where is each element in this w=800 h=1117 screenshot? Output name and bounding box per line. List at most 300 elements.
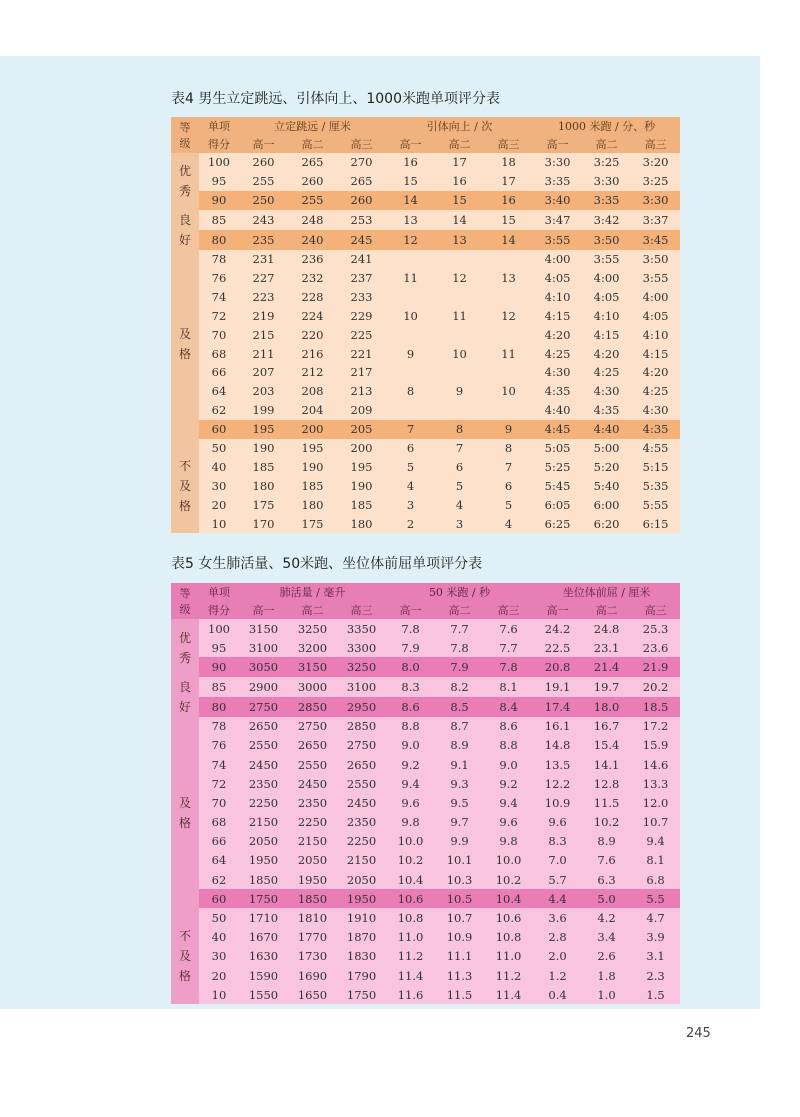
value-cell: 2350: [288, 793, 337, 812]
table-row: [171, 325, 680, 344]
value-cell: 1950: [288, 870, 337, 889]
value-cell: 4.2: [582, 908, 631, 927]
score-cell: 80: [199, 230, 239, 250]
value-cell: 6: [484, 476, 533, 495]
value-cell: 4:25: [631, 382, 680, 401]
table-row: [171, 697, 680, 717]
value-cell: 2150: [337, 851, 386, 870]
score-cell: 50: [199, 908, 239, 927]
value-cell: 1950: [239, 851, 288, 870]
score-cell: 60: [199, 420, 239, 439]
value-cell: 245: [337, 230, 386, 250]
sub-header: 高三: [631, 135, 680, 153]
value-cell: 3:30: [631, 191, 680, 210]
value-cell: 14.1: [582, 755, 631, 774]
value-cell: 227: [239, 269, 288, 288]
value-cell: 265: [288, 153, 337, 172]
score-cell: 76: [199, 269, 239, 288]
table-row: [171, 153, 680, 172]
score-cell: 74: [199, 287, 239, 306]
value-cell: 10.7: [435, 908, 484, 927]
value-cell: 4:15: [533, 306, 582, 325]
value-cell: 2450: [239, 755, 288, 774]
value-cell: 4: [386, 476, 435, 495]
value-cell: 17: [435, 153, 484, 172]
value-cell: 7.0: [533, 851, 582, 870]
value-cell: 2350: [239, 774, 288, 793]
value-cell: 11.5: [435, 985, 484, 1004]
sub-header: 高三: [337, 135, 386, 153]
value-cell: 3350: [337, 619, 386, 638]
value-cell: 9: [435, 382, 484, 401]
table-row: [171, 306, 680, 325]
value-cell: 2250: [288, 813, 337, 832]
table5-girls-scoring: [171, 583, 680, 1004]
value-cell: 4:00: [631, 287, 680, 306]
value-cell: [386, 287, 435, 306]
value-cell: 2.8: [533, 928, 582, 947]
value-cell: 216: [288, 344, 337, 363]
value-cell: 253: [337, 210, 386, 230]
value-cell: 4:05: [582, 287, 631, 306]
value-cell: 200: [337, 439, 386, 458]
value-cell: 3:55: [582, 250, 631, 269]
value-cell: 1550: [239, 985, 288, 1004]
value-cell: 233: [337, 287, 386, 306]
score-cell: 40: [199, 928, 239, 947]
value-cell: 11.1: [435, 947, 484, 966]
value-cell: 3.4: [582, 928, 631, 947]
score-header-line1: 单项: [199, 583, 239, 601]
value-cell: 10.9: [533, 793, 582, 812]
table5-caption: 表5 女生肺活量、50米跑、坐位体前屈单项评分表: [171, 556, 483, 572]
value-cell: 8.5: [435, 697, 484, 717]
value-cell: 8.0: [386, 657, 435, 676]
value-cell: 22.5: [533, 638, 582, 657]
sub-header: 高一: [533, 601, 582, 619]
value-cell: 9.0: [386, 736, 435, 755]
value-cell: 1.8: [582, 966, 631, 985]
value-cell: 1.0: [582, 985, 631, 1004]
value-cell: 11.6: [386, 985, 435, 1004]
table-row: [171, 191, 680, 210]
value-cell: 8.1: [631, 851, 680, 870]
value-cell: 2050: [337, 870, 386, 889]
value-cell: 3100: [337, 677, 386, 697]
value-cell: 15: [386, 172, 435, 191]
value-cell: 3150: [288, 657, 337, 676]
value-cell: 220: [288, 325, 337, 344]
value-cell: 9.4: [484, 793, 533, 812]
score-cell: 100: [199, 153, 239, 172]
table4-caption: 表4 男生立定跳远、引体向上、1000米跑单项评分表: [171, 91, 500, 107]
value-cell: 3250: [337, 657, 386, 676]
grade-cell: 优 秀: [171, 619, 199, 677]
value-cell: 4:20: [582, 344, 631, 363]
score-cell: 100: [199, 619, 239, 638]
score-cell: 30: [199, 947, 239, 966]
score-header-line2: 得分: [199, 601, 239, 619]
value-cell: 7.8: [435, 638, 484, 657]
score-cell: 95: [199, 172, 239, 191]
score-cell: 66: [199, 832, 239, 851]
value-cell: 4:55: [631, 439, 680, 458]
score-cell: 68: [199, 813, 239, 832]
table-row: [171, 250, 680, 269]
score-cell: 70: [199, 793, 239, 812]
score-cell: 70: [199, 325, 239, 344]
value-cell: [484, 325, 533, 344]
grade-cell: 优 秀: [171, 153, 199, 210]
value-cell: 3.9: [631, 928, 680, 947]
value-cell: 25.3: [631, 619, 680, 638]
grade-cell: 不 及 格: [171, 908, 199, 1004]
value-cell: 15.9: [631, 736, 680, 755]
value-cell: 5: [435, 476, 484, 495]
table-row: [171, 401, 680, 420]
value-cell: 9.6: [386, 793, 435, 812]
value-cell: 1750: [239, 889, 288, 908]
value-cell: 2.3: [631, 966, 680, 985]
value-cell: 13: [435, 230, 484, 250]
value-cell: 265: [337, 172, 386, 191]
score-cell: 72: [199, 774, 239, 793]
value-cell: 9.6: [533, 813, 582, 832]
value-cell: 4:45: [533, 420, 582, 439]
value-cell: 12.2: [533, 774, 582, 793]
value-cell: 16: [484, 191, 533, 210]
value-cell: 6:15: [631, 514, 680, 533]
value-cell: 16.1: [533, 717, 582, 736]
value-cell: 12: [484, 306, 533, 325]
score-cell: 64: [199, 382, 239, 401]
value-cell: 8.2: [435, 677, 484, 697]
value-cell: 5.0: [582, 889, 631, 908]
value-cell: [484, 363, 533, 382]
value-cell: 3:45: [631, 230, 680, 250]
value-cell: 180: [239, 476, 288, 495]
value-cell: 1730: [288, 947, 337, 966]
value-cell: 0.4: [533, 985, 582, 1004]
value-cell: 270: [337, 153, 386, 172]
sub-header: 高二: [582, 601, 631, 619]
value-cell: 9.7: [435, 813, 484, 832]
value-cell: 3:30: [533, 153, 582, 172]
value-cell: 12: [435, 269, 484, 288]
value-cell: 212: [288, 363, 337, 382]
value-cell: 15.4: [582, 736, 631, 755]
value-cell: [386, 250, 435, 269]
value-cell: 10.6: [484, 908, 533, 927]
value-cell: 3:42: [582, 210, 631, 230]
value-cell: 4:10: [582, 306, 631, 325]
value-cell: 11.3: [435, 966, 484, 985]
value-cell: 3100: [239, 638, 288, 657]
value-cell: 9: [484, 420, 533, 439]
value-cell: 8.9: [435, 736, 484, 755]
value-cell: 221: [337, 344, 386, 363]
value-cell: 9.5: [435, 793, 484, 812]
table-row: [171, 832, 680, 851]
value-cell: 8.3: [533, 832, 582, 851]
value-cell: 5.5: [631, 889, 680, 908]
value-cell: 4:35: [631, 420, 680, 439]
value-cell: 3:20: [631, 153, 680, 172]
value-cell: 5:40: [582, 476, 631, 495]
table-row: [171, 638, 680, 657]
value-cell: 18: [484, 153, 533, 172]
score-cell: 20: [199, 966, 239, 985]
value-cell: 6:05: [533, 495, 582, 514]
value-cell: 6.3: [582, 870, 631, 889]
value-cell: 8.9: [582, 832, 631, 851]
value-cell: 9.2: [484, 774, 533, 793]
score-cell: 60: [199, 889, 239, 908]
group-header-pull-up: 引体向上 / 次: [386, 117, 533, 135]
value-cell: [435, 401, 484, 420]
value-cell: 9.6: [484, 813, 533, 832]
value-cell: 1790: [337, 966, 386, 985]
value-cell: 1770: [288, 928, 337, 947]
value-cell: 4: [484, 514, 533, 533]
score-cell: 40: [199, 457, 239, 476]
value-cell: 4:15: [631, 344, 680, 363]
value-cell: 180: [337, 514, 386, 533]
value-cell: 1850: [239, 870, 288, 889]
value-cell: 3050: [239, 657, 288, 676]
grade-header: 等 级: [171, 117, 199, 153]
value-cell: 14.8: [533, 736, 582, 755]
value-cell: 4:25: [582, 363, 631, 382]
value-cell: 3:25: [631, 172, 680, 191]
value-cell: 1910: [337, 908, 386, 927]
value-cell: [484, 250, 533, 269]
score-cell: 85: [199, 677, 239, 697]
value-cell: 4:35: [582, 401, 631, 420]
value-cell: 2900: [239, 677, 288, 697]
value-cell: 5:00: [582, 439, 631, 458]
value-cell: 3:50: [582, 230, 631, 250]
value-cell: 7.6: [582, 851, 631, 870]
value-cell: 2550: [239, 736, 288, 755]
table-row: [171, 382, 680, 401]
value-cell: 7.7: [484, 638, 533, 657]
sub-header: 高二: [288, 135, 337, 153]
value-cell: 2450: [337, 793, 386, 812]
value-cell: 10.5: [435, 889, 484, 908]
value-cell: 3150: [239, 619, 288, 638]
value-cell: 7: [435, 439, 484, 458]
value-cell: [435, 250, 484, 269]
score-cell: 78: [199, 717, 239, 736]
value-cell: 213: [337, 382, 386, 401]
value-cell: 3200: [288, 638, 337, 657]
value-cell: 20.2: [631, 677, 680, 697]
score-cell: 95: [199, 638, 239, 657]
value-cell: 11: [484, 344, 533, 363]
value-cell: 8.8: [386, 717, 435, 736]
value-cell: 16: [386, 153, 435, 172]
value-cell: 225: [337, 325, 386, 344]
value-cell: 4:35: [533, 382, 582, 401]
value-cell: [386, 401, 435, 420]
value-cell: 243: [239, 210, 288, 230]
sub-header: 高二: [435, 601, 484, 619]
value-cell: 3:35: [533, 172, 582, 191]
value-cell: 195: [337, 457, 386, 476]
score-cell: 62: [199, 870, 239, 889]
value-cell: 10.8: [386, 908, 435, 927]
score-cell: 62: [199, 401, 239, 420]
table-row: [171, 363, 680, 382]
value-cell: [435, 325, 484, 344]
value-cell: 24.2: [533, 619, 582, 638]
value-cell: 11.0: [386, 928, 435, 947]
value-cell: 185: [337, 495, 386, 514]
value-cell: 7.8: [386, 619, 435, 638]
group-header-lung-capacity: 肺活量 / 毫升: [239, 583, 386, 601]
score-cell: 64: [199, 851, 239, 870]
value-cell: 5:20: [582, 457, 631, 476]
value-cell: 260: [239, 153, 288, 172]
value-cell: 199: [239, 401, 288, 420]
value-cell: 4:10: [533, 287, 582, 306]
value-cell: 9.1: [435, 755, 484, 774]
value-cell: 20.8: [533, 657, 582, 676]
value-cell: 1710: [239, 908, 288, 927]
sub-header: 高一: [533, 135, 582, 153]
value-cell: 209: [337, 401, 386, 420]
value-cell: 8.1: [484, 677, 533, 697]
value-cell: 3: [386, 495, 435, 514]
value-cell: [435, 363, 484, 382]
value-cell: 11.5: [582, 793, 631, 812]
value-cell: 10: [484, 382, 533, 401]
score-header-line1: 单项: [199, 117, 239, 135]
value-cell: 10.7: [631, 813, 680, 832]
value-cell: 7.9: [435, 657, 484, 676]
sub-header: 高一: [386, 601, 435, 619]
value-cell: 2550: [288, 755, 337, 774]
sub-header: 高二: [582, 135, 631, 153]
table4-boys-scoring: [171, 117, 680, 533]
value-cell: 2050: [288, 851, 337, 870]
value-cell: 203: [239, 382, 288, 401]
value-cell: 185: [239, 457, 288, 476]
value-cell: 12.8: [582, 774, 631, 793]
value-cell: 9.4: [386, 774, 435, 793]
value-cell: 1670: [239, 928, 288, 947]
value-cell: 10.4: [484, 889, 533, 908]
table5-body: [171, 619, 680, 1004]
value-cell: 4.7: [631, 908, 680, 927]
value-cell: 11: [435, 306, 484, 325]
value-cell: 204: [288, 401, 337, 420]
value-cell: 8.7: [435, 717, 484, 736]
value-cell: 9.4: [631, 832, 680, 851]
score-cell: 66: [199, 363, 239, 382]
table-row: [171, 928, 680, 947]
value-cell: 21.4: [582, 657, 631, 676]
value-cell: 5: [386, 457, 435, 476]
value-cell: 2150: [288, 832, 337, 851]
value-cell: 4:20: [533, 325, 582, 344]
value-cell: 14: [484, 230, 533, 250]
value-cell: 9.0: [484, 755, 533, 774]
value-cell: 10.4: [386, 870, 435, 889]
value-cell: 11.0: [484, 947, 533, 966]
value-cell: 4:10: [631, 325, 680, 344]
value-cell: 240: [288, 230, 337, 250]
value-cell: 2850: [337, 717, 386, 736]
value-cell: 24.8: [582, 619, 631, 638]
value-cell: 4:40: [533, 401, 582, 420]
score-cell: 85: [199, 210, 239, 230]
grade-cell: 不 及 格: [171, 439, 199, 533]
value-cell: 9.2: [386, 755, 435, 774]
table-row: [171, 736, 680, 755]
value-cell: 260: [288, 172, 337, 191]
table-row: [171, 851, 680, 870]
value-cell: 6:00: [582, 495, 631, 514]
value-cell: 3000: [288, 677, 337, 697]
value-cell: 10.0: [484, 851, 533, 870]
value-cell: 224: [288, 306, 337, 325]
value-cell: 8.3: [386, 677, 435, 697]
value-cell: 255: [288, 191, 337, 210]
score-header-line2: 得分: [199, 135, 239, 153]
value-cell: 180: [288, 495, 337, 514]
value-cell: 3:30: [582, 172, 631, 191]
value-cell: 8: [386, 382, 435, 401]
value-cell: 23.1: [582, 638, 631, 657]
value-cell: 4:30: [533, 363, 582, 382]
value-cell: 2450: [288, 774, 337, 793]
value-cell: 14.6: [631, 755, 680, 774]
score-cell: 20: [199, 495, 239, 514]
sub-header: 高三: [337, 601, 386, 619]
value-cell: 228: [288, 287, 337, 306]
value-cell: 232: [288, 269, 337, 288]
sub-header: 高一: [239, 601, 288, 619]
value-cell: 11.2: [484, 966, 533, 985]
value-cell: 241: [337, 250, 386, 269]
value-cell: 23.6: [631, 638, 680, 657]
score-cell: 76: [199, 736, 239, 755]
value-cell: 3:35: [582, 191, 631, 210]
value-cell: 10.3: [435, 870, 484, 889]
value-cell: 2850: [288, 697, 337, 717]
sub-header: 高三: [484, 601, 533, 619]
value-cell: 190: [337, 476, 386, 495]
value-cell: 2.0: [533, 947, 582, 966]
grade-header: 等 级: [171, 583, 199, 619]
table-row: [171, 457, 680, 476]
value-cell: 9.8: [386, 813, 435, 832]
value-cell: 236: [288, 250, 337, 269]
value-cell: 4:05: [631, 306, 680, 325]
value-cell: 10.1: [435, 851, 484, 870]
table-row: [171, 269, 680, 288]
table-row: [171, 793, 680, 812]
sub-header: 高三: [631, 601, 680, 619]
value-cell: 4:15: [582, 325, 631, 344]
value-cell: 15: [435, 191, 484, 210]
value-cell: 21.9: [631, 657, 680, 676]
score-cell: 50: [199, 439, 239, 458]
table-row: [171, 717, 680, 736]
value-cell: 2250: [337, 832, 386, 851]
